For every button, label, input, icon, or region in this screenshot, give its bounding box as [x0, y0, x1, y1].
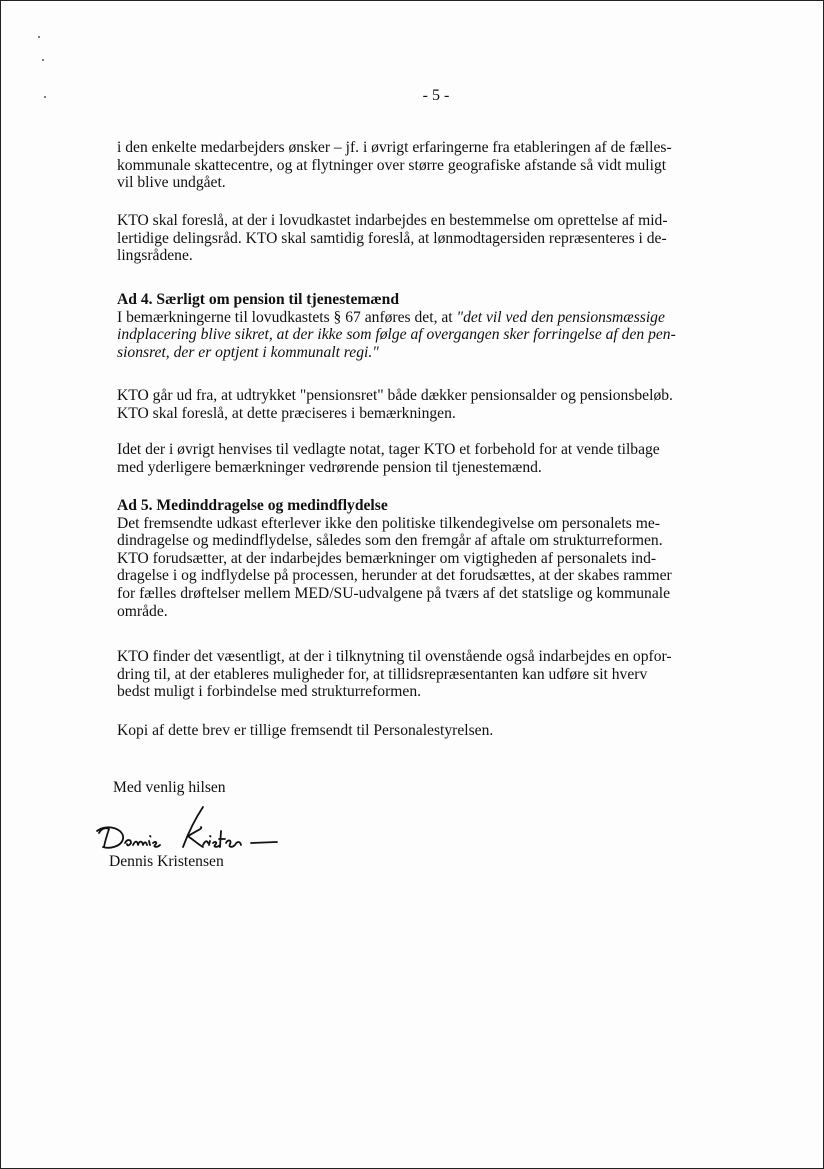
signatory-name: Dennis Kristensen — [109, 853, 224, 870]
paragraph-4 — [117, 387, 741, 422]
section-ad-4 — [117, 291, 741, 361]
closing — [113, 779, 737, 797]
text-line: Idet der i øvrigt henvises til vedlagte notat, tager KTO et forbehold for at vende tilbage — [117, 441, 660, 458]
paragraph-1 — [117, 139, 741, 192]
text-line: KTO finder det væsentligt, at der i tilknytning til ovenstående også indarbejdes en opfor- — [117, 648, 672, 665]
section-heading: Ad 4. Særligt om pension til tjenestemænd — [117, 291, 399, 308]
text-line: for fælles drøftelser mellem MED/SU-udvalgene på tværs af det statslige og kommunale — [117, 584, 671, 602]
text-line: dring til, at der etableres muligheder for, at tillidsrepræsentanten kan udføre sit hverv — [117, 665, 648, 683]
text-line: lertidige delingsråd. KTO skal samtidig foreslå, at lønmodtagersiden repræsenteres i de- — [117, 229, 667, 247]
text-line: Kopi af dette brev er tillige fremsendt til Personalestyrelsen. — [117, 722, 494, 739]
text-line: lingsrådene. — [117, 247, 193, 265]
signatory-block — [109, 853, 733, 871]
scan-speck — [38, 36, 40, 38]
text-line: med yderligere bemærkninger vedrørende pension til tjenestemænd. — [117, 458, 542, 476]
scan-speck — [42, 59, 44, 61]
section-heading: Ad 5. Medinddragelse og medindflydelse — [117, 497, 388, 514]
text-line: vil blive undgået. — [117, 174, 226, 192]
paragraph-2 — [117, 212, 741, 265]
quote-span: "det vil ved den pensionsmæssige — [456, 308, 665, 326]
paragraph-8 — [117, 722, 741, 740]
text-line: dindragelse og medindflydelse, således som den fremgår af aftale om strukturreformen. — [117, 532, 663, 550]
handwritten-signature — [91, 801, 301, 861]
text-line: KTO skal foreslå, at der i lovudkastet indarbejdes en bestemmelse om oprettelse af mid- — [117, 212, 668, 229]
text-line: KTO går ud fra, at udtrykket "pensionsret" både dækker pensionsalder og pensionsbeløb. — [117, 387, 673, 404]
paragraph-5 — [117, 441, 741, 476]
text-line: KTO forudsætter, at der indarbejdes bemærkninger om vigtigheden af personalets ind- — [117, 549, 657, 567]
text-line: bedst muligt i forbindelse med strukturreformen. — [117, 683, 422, 701]
signature-drawing — [91, 801, 301, 861]
text-line: område. — [117, 602, 168, 620]
quote-line: sionsret, der er optjent i kommunalt regi." — [117, 343, 379, 361]
page-number: - 5 - — [422, 87, 450, 104]
text-line: KTO skal foreslå, at dette præciseres i bemærkningen. — [117, 404, 456, 422]
text-span: I bemærkningerne til lovudkastets § 67 anføres det, at — [117, 308, 457, 326]
text-line: Det fremsendte udkast efterlever ikke den politiske tilkendegivelse om personalets me- — [117, 514, 661, 532]
section-ad-5 — [117, 497, 741, 620]
text-line: kommunale skattecentre, og at flytninger over større geografiske afstande så vidt muligt — [117, 156, 667, 174]
closing-text: Med venlig hilsen — [113, 779, 226, 796]
text-line: i den enkelte medarbejders ønsker – jf. i øvrigt erfaringerne fra etableringen af de fælles- — [117, 139, 672, 156]
text-line — [117, 309, 741, 327]
text-line: dragelse i og indflydelse på processen, herunder at det forudsættes, at der skabes rammer — [117, 567, 672, 585]
paragraph-7 — [117, 648, 741, 701]
quote-line: indplacering blive sikret, at der ikke som følge af overgangen sker forringelse af den pen- — [117, 326, 676, 344]
